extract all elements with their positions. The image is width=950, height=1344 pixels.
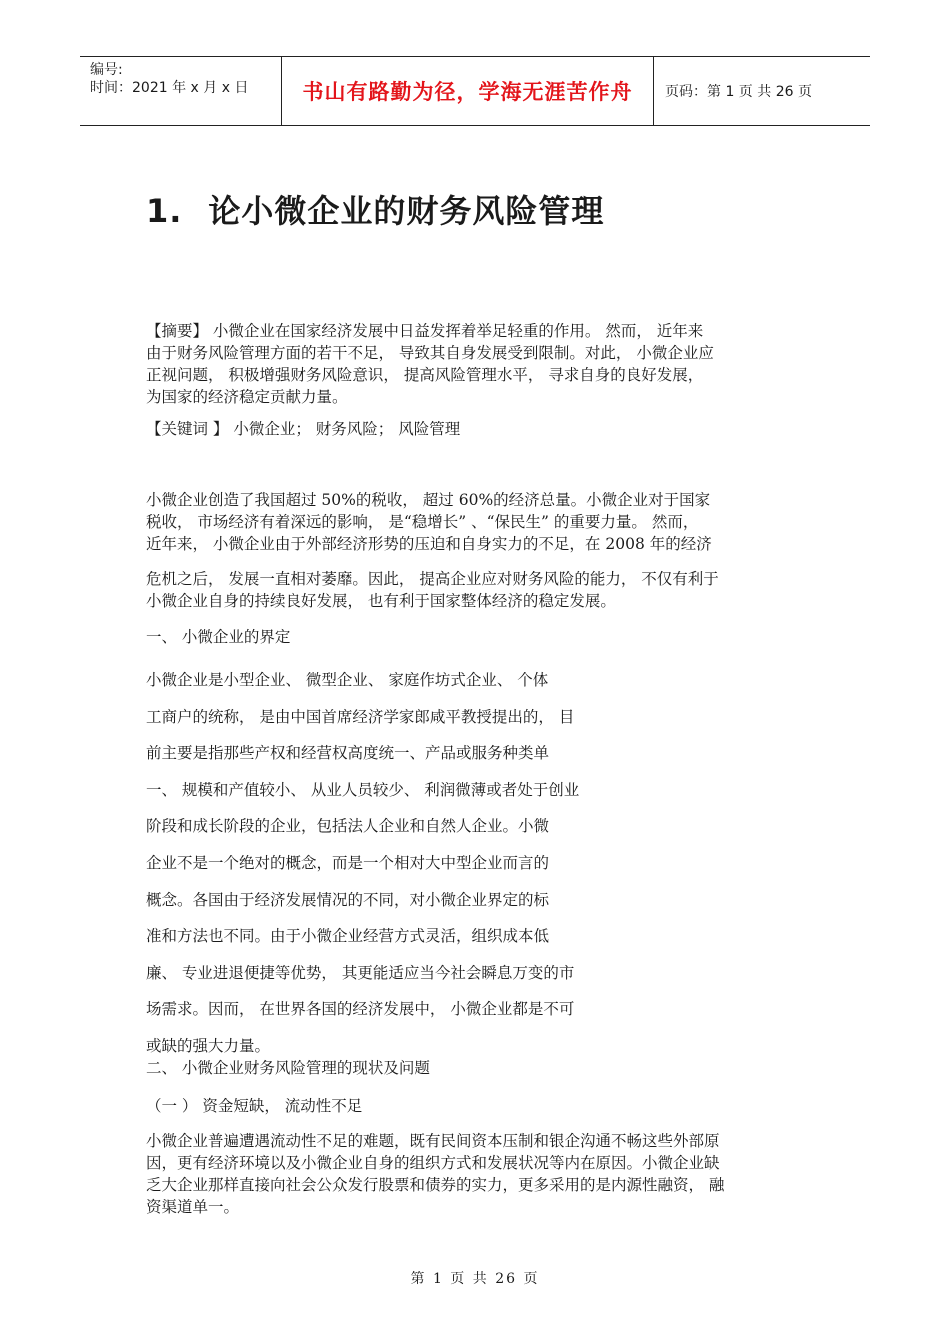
section2-subheading: （一 ） 资金短缺， 流动性不足 — [146, 1097, 363, 1115]
section1-heading: 一、 小微企业的界定 — [146, 628, 291, 646]
document-title — [146, 186, 604, 232]
section1-line: 前主要是指那些产权和经营权高度统一、产品或服务种类单 — [146, 744, 550, 763]
intro-paragraph — [146, 489, 811, 555]
section1-line: 概念。各国由于经济发展情况的不同，对小微企业界定的标 — [146, 890, 550, 909]
section2-heading: 二、 小微企业财务风险管理的现状及问题 — [146, 1059, 430, 1077]
section2-line: 乏大企业那样直接向社会公众发行股票和债券的实力，更多采用的是内源性融资， 融 — [146, 1176, 725, 1194]
section2-paragraph — [146, 1130, 811, 1218]
section1-line: 或缺的强大力量。 — [146, 1036, 271, 1055]
intro-line: 小微企业创造了我国超过 50%的税收， 超过 60%的经济总量。小微企业对于国家 — [146, 491, 711, 509]
document-time-label: 时间：2021 年 x 月 x 日 — [90, 80, 249, 96]
abstract-line: 为国家的经济稳定贡献力量。 — [146, 388, 348, 406]
keywords-line: 【关键词 】 小微企业； 财务风险； 风险管理 — [146, 420, 461, 438]
header-meta — [80, 57, 281, 125]
intro-line: 危机之后， 发展一直相对萎靡。因此， 提高企业应对财务风险的能力， 不仅有利于 — [146, 570, 719, 588]
abstract-line: 由于财务风险管理方面的若干不足， 导致其自身发展受到限制。对此， 小微企业应 — [146, 344, 714, 362]
section2-line: 资渠道单一。 — [146, 1198, 240, 1216]
section1-line: 工商户的统称， 是由中国首席经济学家郎咸平教授提出的， 目 — [146, 707, 575, 726]
page-header — [80, 56, 870, 126]
intro-line: 小微企业自身的持续良好发展， 也有利于国家整体经济的稳定发展。 — [146, 592, 616, 610]
section1-line: 阶段和成长阶段的企业，包括法人企业和自然人企业。小微 — [146, 817, 550, 836]
intro-paragraph-continued — [146, 568, 811, 612]
section1-line: 场需求。因而， 在世界各国的经济发展中， 小微企业都是不可 — [146, 1000, 575, 1019]
abstract-line: 【摘要】 小微企业在国家经济发展中日益发挥着举足轻重的作用。 然而， 近年来 — [146, 322, 704, 340]
title-text: 论小微企业的财务风险管理 — [208, 192, 605, 230]
section1-line: 小微企业是小型企业、 微型企业、 家庭作坊式企业、 个体 — [146, 671, 549, 689]
header-motto: 书山有路勤为径，学海无涯苦作舟 — [281, 57, 654, 125]
section1-line: 廉、 专业进退便捷等优势， 其更能适应当今社会瞬息万变的市 — [146, 963, 575, 982]
section1-line: 企业不是一个绝对的概念，而是一个相对大中型企业而言的 — [146, 853, 550, 872]
section2-line: 小微企业普遍遭遇流动性不足的难题，既有民间资本压制和银企沟通不畅这些外部原 — [146, 1132, 720, 1150]
intro-line: 近年来， 小微企业由于外部经济形势的压迫和自身实力的不足，在 2008 年的经济 — [146, 535, 712, 553]
section2-line: 因，更有经济环境以及小微企业自身的组织方式和发展状况等内在原因。小微企业缺 — [146, 1154, 720, 1172]
section1-line: 准和方法也不同。由于小微企业经营方式灵活，组织成本低 — [146, 927, 550, 946]
document-number-label: 编号: — [90, 62, 123, 78]
abstract-paragraph — [146, 320, 811, 408]
page-footer: 第 1 页 共 26 页 — [410, 1271, 540, 1287]
section1-paragraph — [146, 662, 811, 1065]
intro-line: 税收， 市场经济有着深远的影响， 是“稳增长” 、“保民生” 的重要力量。 然而， — [146, 513, 699, 531]
title-number: 1. — [146, 192, 183, 230]
header-page-info: 页码：第 1 页 共 26 页 — [665, 84, 812, 100]
section1-line: 一、 规模和产值较小、 从业人员较少、 利润微薄或者处于创业 — [146, 780, 580, 799]
abstract-line: 正视问题， 积极增强财务风险意识， 提高风险管理水平， 寻求自身的良好发展， — [146, 366, 704, 384]
